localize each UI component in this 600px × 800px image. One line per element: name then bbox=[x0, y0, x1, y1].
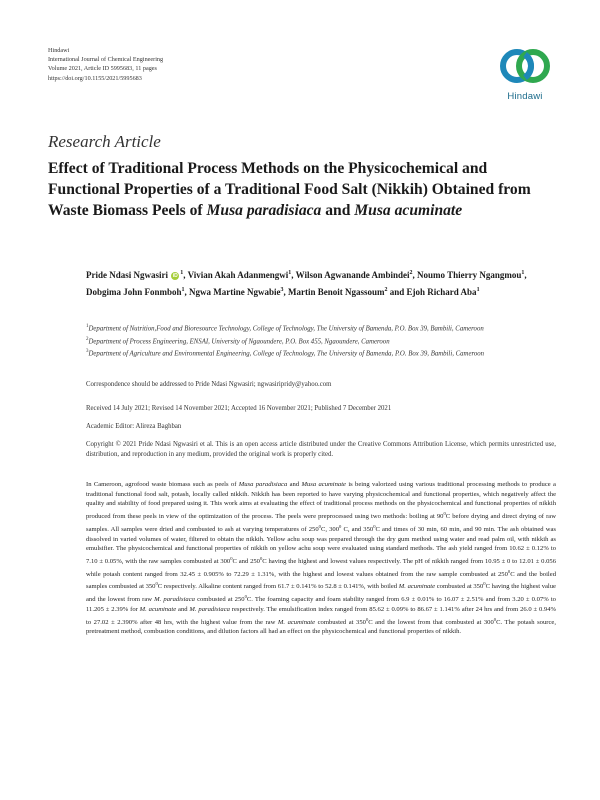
author-affiliation-ref: 2 bbox=[409, 270, 413, 276]
hindawi-logo-text: Hindawi bbox=[507, 91, 543, 102]
orcid-icon[interactable]: iD bbox=[172, 273, 178, 279]
author-name[interactable]: Pride Ndasi Ngwasiri bbox=[86, 270, 168, 280]
journal-name: International Journal of Chemical Engineering bbox=[48, 56, 164, 64]
doi-link[interactable]: https://doi.org/10.1155/2021/5995683 bbox=[48, 74, 142, 82]
author-list: Pride Ndasi Ngwasiri iD $^1$, Vivian Akah Adanmengwi$^1$, Wilson Agwanande Ambindei$^2$, Noumo Thierry Ngangmou$^1$, Dobgima John Fonmboh$^1$, Ngwa Martine Ngwabie$^3$, Martin Benoit Ngassoum$^2$ and Ejoh Richard Aba$^1$ bbox=[86, 270, 527, 297]
author-name[interactable]: Vivian Akah Adanmengwi bbox=[187, 270, 289, 280]
affiliation-text: Department of Agriculture and Environmental Engineering, College of Technology, The University of Bamenda, P.O. Box 39, Bambili, Cameroon bbox=[88, 350, 485, 358]
author-name[interactable]: Martin Benoit Ngassoum bbox=[288, 286, 385, 297]
affiliation-item bbox=[86, 322, 556, 335]
article-type: Research Article bbox=[48, 132, 161, 151]
hindawi-logo-icon bbox=[497, 44, 553, 90]
title-species-1: Musa paradisiaca bbox=[206, 202, 322, 219]
title-text: Effect of Traditional Process Methods on the Physicochemical and Functional Properties of a Traditional Food Salt (Nikkih) Obtained from Waste Biomass Peels of bbox=[48, 160, 531, 219]
author-name[interactable]: Noumo Thierry Ngangmou bbox=[417, 270, 522, 280]
affiliation-number: 1 bbox=[86, 324, 89, 329]
journal-metadata bbox=[48, 46, 163, 83]
author-name[interactable]: Wilson Agwanande Ambindei bbox=[295, 270, 410, 280]
author-affiliation-ref: 2 bbox=[384, 286, 388, 293]
volume-info: Volume 2021, Article ID 5995683, 11 pages bbox=[48, 65, 157, 73]
affiliation-item bbox=[86, 347, 556, 360]
article-title bbox=[48, 158, 558, 221]
author-affiliation-ref: 1 bbox=[288, 270, 292, 276]
affiliation-item bbox=[86, 335, 556, 348]
author-name[interactable]: Ngwa Martine Ngwabie bbox=[189, 286, 281, 297]
author-affiliation-ref: 1 bbox=[180, 270, 184, 276]
affiliation-text: Department of Nutrition,Food and Bioresource Technology, College of Technology, The University of Bamenda, P.O. Box 39, Bambili, Cameroon bbox=[88, 325, 484, 333]
abstract: In Cameroon, agrofood waste biomass such as peels of Musa paradisiaca and Musa acuminate is being valorized using various traditional processing methods to produce a traditional functional food salt, potash, locally called nikkih. Nikkih has been reported to have varying physicochemical and functional properties, which negatively affect the quality and stability of food prepared using it. This work aims at evaluating the effect of traditional process methods on the physicochemical and functional properties of nikkih produced from these peels in view of the optimization of the process. The peels were preprocessed using two methods: boiling at $90^0C$ before drying and direct drying of raw samples. All samples were dried and combusted to ash at varying temperatures of $250^0C$, $300^0$ C, and $350^0C$ and times of 30 min, 60 min, and 90 min. The ash obtained was dissolved in varied volumes of water, filtered to obtain the nikkih. Yellow achu soup was prepared through the dry gum method using water and read palm oil, with nikkih as emulsifier. The physicochemical and functional properties of nikkih on yellow achu soup were evaluated using standard methods. The ash yield ranged from 10.62 ± 0.12% to 7.10 ± 0.05%, with the raw samples combusted at $300^0C$ and $250^0C$ having the highest and lowest values respectively. The pH of nikkih ranged from 10.95 ± 0 to 12.01 ± 0.056 while potash content ranged from 32.45 ± 0.905% to 72.29 ± 1.31%, with the highest and lowest values obtained from the raw sample combusted at $250^0C$ and the boiled samples combusted at $350^0C$ respectively. Alkaline content ranged from 61.7 ± 0.141% to 52.8 ± 0.141%, with boiled M. acuminate combusted at $350^0C$ having the highest value and the lowest from raw M. paradisiaca combusted at $250^0C$. The foaming capacity and foam stability ranged from 6.9 ± 0.01% to 16.07 ± 2.51% and from 3.20 ± 0.07% to 11.205 ± 2.39% for M. acuminate and M. paradisiaca respectively. The emulsification index ranged from 85.62 ± 0.09% to 86.67 ± 1.141% after 24 hrs and from 26.0 ± 0.94% to 27.02 ± 2.390% after 48 hrs, with the highest value from the raw M. acuminate combusted at $350^0C$ and the lowest from that combusted at $300^0C$. The potash source, pretreatment method, combustion conditions, and dilution factors all had an effect on the physicochemical and functional properties of nikkih. bbox=[86, 481, 556, 636]
copyright-notice: Copyright © 2021 Pride Ndasi Ngwasiri et al. This is an open access article distributed under the Creative Commons Attribution License, which permits unrestricted use, distribution, and reproduction in any medium, provided the original work is properly cited. bbox=[86, 441, 556, 459]
affiliation-number: 3 bbox=[86, 349, 89, 355]
affiliation-text: Department of Process Engineering, ENSAI, University of Ngaoundere, P.O. Box 455, Ngaoundere, Cameroon bbox=[88, 337, 390, 345]
author-affiliation-ref: 3 bbox=[280, 286, 284, 293]
title-species-2: Musa acuminate bbox=[354, 202, 463, 219]
publisher-name: Hindawi bbox=[48, 47, 70, 54]
author-affiliation-ref: 1 bbox=[181, 286, 185, 293]
title-and: and bbox=[321, 202, 355, 219]
author-affiliation-ref: 1 bbox=[476, 286, 480, 293]
author-affiliation-ref: 1 bbox=[521, 270, 525, 276]
publication-dates: Received 14 July 2021; Revised 14 November 2021; Accepted 16 November 2021; Published 7 December 2021 bbox=[86, 405, 392, 412]
author-name[interactable]: Ejoh Richard Aba bbox=[406, 286, 477, 297]
affiliation-number: 2 bbox=[86, 336, 89, 342]
academic-editor: Academic Editor: Alireza Baghban bbox=[86, 423, 182, 430]
correspondence: Correspondence should be addressed to Pride Ndasi Ngwasiri; ngwasiripridy@yahoo.com bbox=[86, 381, 332, 388]
affiliations bbox=[86, 322, 556, 360]
hindawi-logo bbox=[497, 44, 553, 102]
author-name[interactable]: Dobgima John Fonmboh bbox=[86, 286, 182, 297]
